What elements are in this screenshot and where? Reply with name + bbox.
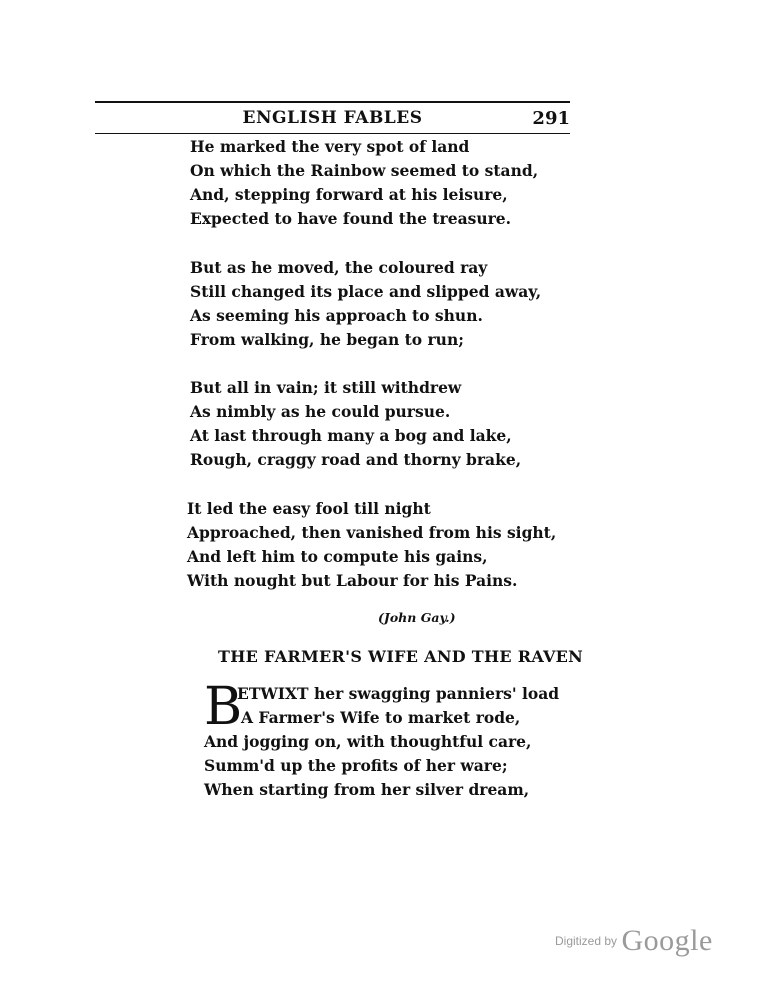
digitized-watermark (555, 924, 713, 958)
fable-opening-lines (237, 682, 559, 730)
drop-cap: B (204, 677, 243, 737)
google-logo: Google (621, 924, 713, 957)
verse-line: On which the Rainbow seemed to stand, (190, 161, 539, 180)
verse-line: At last through many a bog and lake, (190, 426, 512, 445)
page-number: 291 (532, 108, 570, 129)
stanza-4 (187, 497, 556, 593)
fable-title: THE FARMER'S WIFE AND THE RAVEN (218, 647, 584, 666)
stanza-2 (190, 256, 541, 352)
attribution: (John Gay.) (378, 610, 456, 625)
running-title: ENGLISH FABLES (242, 108, 423, 128)
verse-line: And jogging on, with thoughtful care, (204, 732, 532, 751)
running-head (95, 108, 570, 132)
verse-line: Rough, craggy road and thorny brake, (190, 450, 522, 469)
verse-line: ETWIXT her swagging panniers' load (237, 684, 560, 703)
verse-line: It led the easy fool till night (187, 499, 431, 518)
stanza-3 (190, 376, 521, 472)
stanza-1 (190, 135, 538, 231)
verse-line: Summ'd up the profits of her ware; (204, 756, 508, 775)
verse-line: As nimbly as he could pursue. (190, 402, 451, 421)
verse-line: As seeming his approach to shun. (190, 306, 483, 325)
verse-line: A Farmer's Wife to market rode, (241, 708, 521, 727)
verse-line: When starting from her silver dream, (204, 780, 530, 799)
verse-line: He marked the very spot of land (190, 137, 470, 156)
header-rule-bottom (95, 133, 570, 134)
verse-line: With nought but Labour for his Pains. (187, 571, 518, 590)
header-rule-top (95, 101, 570, 103)
digitized-by-label: Digitized by (555, 934, 618, 948)
verse-line: But all in vain; it still withdrew (190, 378, 462, 397)
verse-line: Approached, then vanished from his sight, (187, 523, 557, 542)
fable-body-lines (204, 730, 531, 802)
verse-line: From walking, he began to run; (190, 330, 464, 349)
verse-line: Still changed its place and slipped away, (190, 282, 542, 301)
verse-line: And, stepping forward at his leisure, (190, 185, 508, 204)
verse-line: And left him to compute his gains, (187, 547, 488, 566)
verse-line: Expected to have found the treasure. (190, 209, 512, 228)
verse-line: But as he moved, the coloured ray (190, 258, 488, 277)
